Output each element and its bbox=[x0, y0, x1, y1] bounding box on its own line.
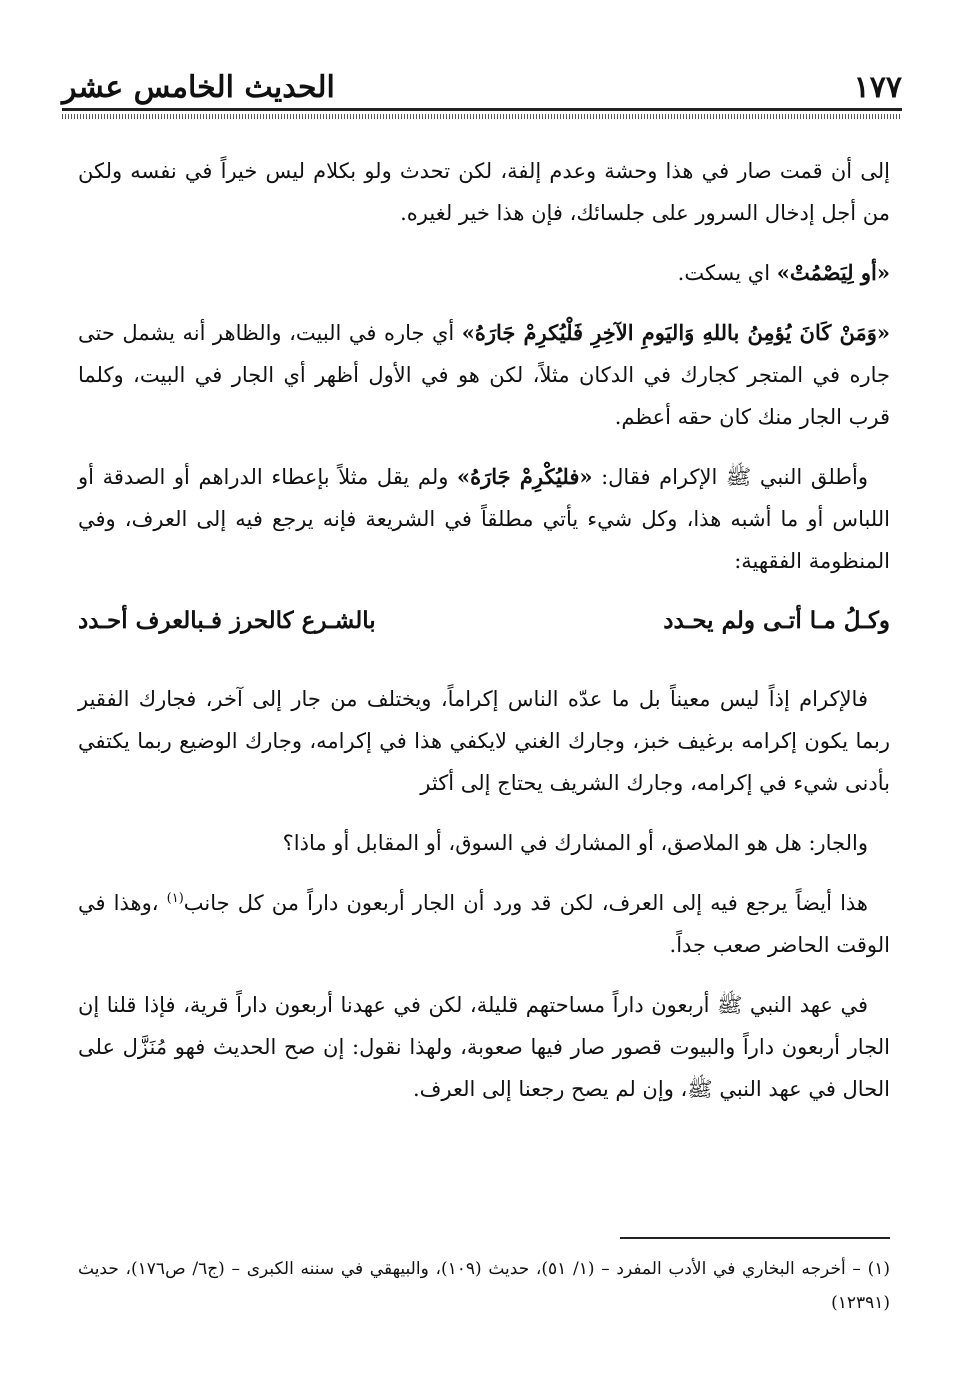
paragraph: والجار: هل هو الملاصق، أو المشارك في السوق، أو المقابل أو ماذا؟ bbox=[282, 831, 868, 855]
footnote: (١) – أخرجه البخاري في الأدب المفرد – (١/ ٥١)، حديث (١٠٩)، والبيهقي في سننه الكبرى – (ج٦/ ص١٧٦)، حديث (١٢٣٩١) bbox=[78, 1259, 890, 1313]
hadith-quote: «فليُكْرِمْ جَارَهُ» bbox=[456, 464, 593, 489]
paragraph-text: أي جاره في البيت، والظاهر أنه يشمل حتى جاره في المتجر كجارك في الدكان مثلاً، لكن هو في الأول أظهر أي الجار في البيت، وكلما قرب الجار منك كان حقه أعظم. bbox=[78, 321, 890, 429]
paragraph-text: وأطلق النبي ﷺ الإكرام فقال: bbox=[592, 465, 868, 489]
paragraph bbox=[78, 456, 890, 582]
paragraph bbox=[78, 252, 890, 294]
hadith-quote: «وَمَنْ كَانَ يُؤمِنُ باللهِ وَاليَومِ الآخِرِ فَلْيُكرِمْ جَارَهُ» bbox=[461, 320, 890, 345]
paragraph-text: ،وهذا في الوقت الحاضر صعب جداً. bbox=[78, 891, 890, 957]
paragraph-text: ولم يقل مثلاً بإعطاء الدراهم أو الصدقة أو اللباس أو ما أشبه هذا، وكل شيء يأتي مطلقاً في الشريعة فإنه يرجع فيه إلى العرف، وفي المنظومة الفقهية: bbox=[78, 465, 890, 573]
verse-first-hemistich: وكـلُ مـا أتـى ولم يحـدد bbox=[663, 607, 890, 634]
verse-second-hemistich: بالشـرع كالحرز فـبالعرف أحـدد bbox=[78, 607, 376, 634]
header-hatch-rule bbox=[62, 114, 902, 119]
page-number: ١٧٧ bbox=[853, 70, 902, 105]
paragraph: فالإكرام إذاً ليس معيناً بل ما عدّه الناس إكراماً، ويختلف من جار إلى آخر، فجارك الفقير ربما يكون إكرامه برغيف خبز، وجارك الغني لايكفي هذا في إكرامه، وجارك الوضيع ربما يكتفي بأدنى شيء في إكرامه، وجارك الشريف يحتاج إلى أكثر bbox=[78, 687, 890, 795]
paragraph-text: هذا أيضاً يرجع فيه إلى العرف، لكن قد ورد أن الجار أربعون داراً من كل جانب bbox=[183, 891, 868, 915]
paragraph: في عهد النبي ﷺ أربعون داراً مساحتهم قليلة، لكن في عهدنا أربعون داراً قرية، فإذا قلنا إن الجار أربعون داراً والبيوت قصور صار فيها صعوبة، ولهذا نقول: إن صح الحديث فهو مُنَزَّل على الحال في عهد النبي ﷺ، وإن لم يصح رجعنا إلى العرف. bbox=[78, 993, 890, 1101]
running-header bbox=[62, 62, 902, 110]
hadith-quote: «أو لِيَصْمُتْ» bbox=[776, 260, 890, 285]
paragraph-text: اي يسكت. bbox=[677, 261, 777, 285]
footnote-separator bbox=[620, 1237, 890, 1239]
paragraph bbox=[78, 312, 890, 438]
footnote-reference: (١) bbox=[166, 891, 184, 906]
paragraph: إلى أن قمت صار في هذا وحشة وعدم إلفة، لكن تحدث ولو بكلام ليس خيراً في نفسه ولكن من أجل إدخال السرور على جلسائك، فإن هذا خير لغيره. bbox=[78, 159, 890, 225]
poem-verse bbox=[78, 600, 890, 642]
body-text bbox=[78, 150, 890, 1128]
paragraph bbox=[78, 882, 890, 966]
chapter-title: الحديث الخامس عشر bbox=[62, 70, 335, 105]
header-rule bbox=[62, 108, 902, 111]
